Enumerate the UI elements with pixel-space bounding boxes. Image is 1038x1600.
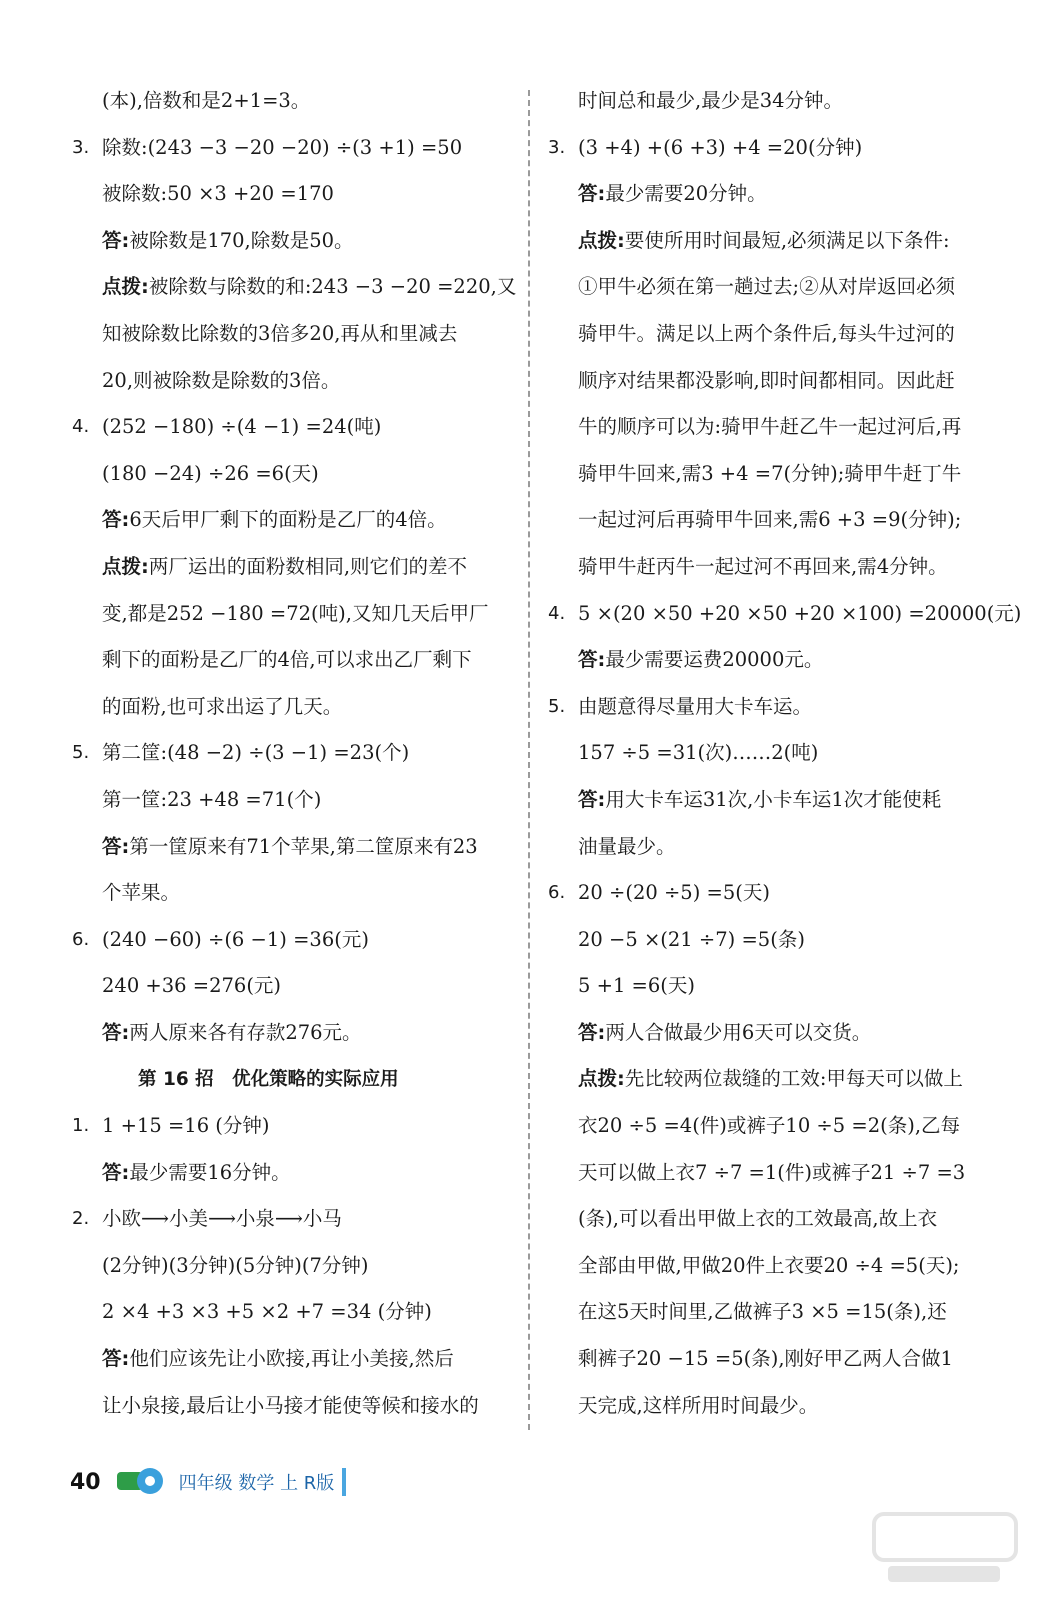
text-line [548,1243,993,1290]
line-content [102,451,319,498]
column-divider [528,90,530,1430]
brand-logo-icon [115,1466,173,1498]
line-content [578,311,955,358]
text-line [548,730,993,777]
line-content [102,1010,362,1057]
text-line [72,264,517,311]
problem-number: 2. [72,1208,90,1230]
line-content [102,730,409,777]
line-text: 157 ÷5 =31(次)……2(吨) [578,741,819,765]
text-line [548,1383,993,1430]
line-content [102,78,310,125]
line-content [578,78,843,125]
line-text: 最少需要运费20000元。 [605,648,824,672]
line-text: (240 −60) ÷(6 −1) =36(元) [102,927,369,951]
text-line [72,684,512,731]
section-heading-text: 第 16 招 优化策略的实际应用 [138,1069,399,1091]
text-line [72,1150,512,1197]
text-line [72,591,512,638]
line-content [102,171,334,218]
answer-label: 答: [578,182,606,206]
text-line [72,777,512,824]
problem-number: 1. [72,1115,90,1137]
line-text: 5 ×(20 ×50 +20 ×50 +20 ×100) =20000(元) [578,601,1022,625]
line-text: 1 +15 =16 (分钟) [102,1114,270,1138]
text-line [72,963,512,1010]
line-content [102,264,516,311]
page-footer [70,1462,346,1502]
line-text: 天完成,这样所用时间最少。 [578,1393,819,1417]
line-content [578,963,695,1010]
line-content [102,1383,479,1430]
line-content [578,171,767,218]
text-line [72,358,512,405]
text-line [72,171,512,218]
text-line [548,1150,993,1197]
answer-label: 点拨: [102,554,149,578]
line-text: 两人合做最少用6天可以交货。 [605,1020,872,1044]
answer-label: 答: [102,228,130,252]
text-line [72,451,512,498]
line-content [578,1243,960,1290]
line-text: 剩裤子20 −15 =5(条),刚好甲乙两人合做1 [578,1347,953,1371]
line-text: 20 ÷(20 ÷5) =5(天) [578,881,770,905]
line-content [578,1103,960,1150]
line-content [102,218,354,265]
text-line [548,824,993,871]
line-text: 天可以做上衣7 ÷7 =1(件)或裤子21 ÷7 =3 [578,1160,966,1184]
line-content [102,684,342,731]
text-line [548,684,993,731]
answer-label: 答: [102,1160,130,1184]
problem-number: 3. [72,136,90,158]
line-content [102,1336,454,1383]
line-text: 时间总和最少,最少是34分钟。 [578,89,844,112]
line-text: ①甲牛必须在第一趟过去;②从对岸返回必须 [578,275,956,299]
section-heading [72,1056,512,1103]
line-text: 知被除数比除数的3倍多20,再从和里减去 [102,321,458,345]
text-line [72,637,512,684]
line-text: 被除数是170,除数是50。 [129,228,354,252]
page-number: 40 [70,1469,101,1495]
line-content [578,730,818,777]
text-line [548,870,993,917]
text-line [548,358,993,405]
text-line [72,870,512,917]
line-content [578,1056,963,1103]
line-content [102,1103,270,1150]
text-line [72,1103,512,1150]
line-text: 除数:(243 −3 −20 −20) ÷(3 +1) =50 [102,135,463,159]
line-content [102,917,369,964]
text-line [72,1289,512,1336]
line-text: 2 ×4 +3 ×3 +5 ×2 +7 =34 (分钟) [102,1300,432,1324]
answer-label: 答: [102,1020,130,1044]
answer-label: 点拨: [578,228,625,252]
line-text: 6天后甲厂剩下的面粉是乙厂的4倍。 [129,508,447,532]
line-text: 两人原来各有存款276元。 [129,1020,362,1044]
line-text: (180 −24) ÷26 =6(天) [102,461,319,485]
answer-label: 答: [578,648,606,672]
line-text: 牛的顺序可以为:骑甲牛赶乙牛一起过河后,再 [578,415,962,439]
line-content [102,1243,369,1290]
text-line [548,264,993,311]
line-text: 要使所用时间最短,必须满足以下条件: [624,228,950,252]
line-text: 全部由甲做,甲做20件上衣要20 ÷4 =5(天); [578,1253,960,1277]
text-line [72,1336,512,1383]
text-line [72,1196,512,1243]
line-text: (252 −180) ÷(4 −1) =24(吨) [102,415,382,439]
grade-subject-label: 四年级 数学 上 R版 [178,1473,335,1494]
problem-number: 5. [72,742,90,764]
left-column [72,78,517,1429]
text-line [548,544,993,591]
line-content [102,544,467,591]
line-text: 第一筐原来有71个苹果,第二筐原来有23 [129,834,478,858]
text-line [548,1103,993,1150]
line-content [102,824,478,871]
line-text: 剩下的面粉是乙厂的4倍,可以求出乙厂剩下 [102,648,472,672]
text-line [72,1010,512,1057]
line-text: 20,则被除数是除数的3倍。 [102,368,341,392]
line-content [578,777,941,824]
line-text: 第二筐:(48 −2) ÷(3 −1) =23(个) [102,741,410,765]
text-line [548,218,993,265]
text-line [548,78,993,125]
text-line [548,1289,993,1336]
line-text: (条),可以看出甲做上衣的工效最高,故上衣 [578,1207,938,1231]
problem-number: 5. [548,695,566,717]
line-text: 顺序对结果都没影响,即时间都相同。因此赶 [578,368,955,392]
line-text: 让小泉接,最后让小马接才能使等候和接水的 [102,1393,479,1417]
answer-label: 答: [578,787,606,811]
text-line [72,1243,512,1290]
text-line [548,451,993,498]
line-text: 用大卡车运31次,小卡车运1次才能使耗 [605,787,942,811]
line-text: 由题意得尽量用大卡车运。 [578,694,813,718]
line-text: 20 −5 ×(21 ÷7) =5(条) [578,927,805,951]
line-text: (2分钟)(3分钟)(5分钟)(7分钟) [102,1253,369,1277]
line-text: 骑甲牛回来,需3 +4 =7(分钟);骑甲牛赶丁牛 [578,461,962,485]
line-content [102,125,462,172]
line-content [102,1196,342,1243]
line-content [578,1383,818,1430]
line-text: 两厂运出的面粉数相同,则它们的差不 [148,554,468,578]
line-content [102,637,472,684]
answer-label: 点拨: [102,275,149,299]
line-text: 小欧⟶小美⟶小泉⟶小马 [102,1207,342,1231]
right-column [548,78,1022,1429]
text-line [72,917,512,964]
answer-label: 答: [578,1020,606,1044]
line-content [578,684,812,731]
line-text: 衣20 ÷5 =4(件)或裤子10 ÷5 =2(条),乙每 [578,1114,961,1138]
problem-number: 4. [548,602,566,624]
text-line [72,544,512,591]
line-content [102,497,447,544]
text-line [72,218,512,265]
text-line [548,125,993,172]
line-text: 个苹果。 [102,881,181,905]
line-text: 变,都是252 −180 =72(吨),又知几天后甲厂 [102,601,489,625]
line-content [102,358,340,405]
text-line [72,497,512,544]
line-content [578,544,948,591]
line-content [578,264,955,311]
line-content [578,824,676,871]
line-text: 第一筐:23 +48 =71(个) [102,787,322,811]
line-content [578,1010,871,1057]
line-content [578,125,862,172]
line-text: 他们应该先让小欧接,再让小美接,然后 [129,1347,454,1371]
line-content [578,870,770,917]
line-text: (3 +4) +(6 +3) +4 =20(分钟) [578,135,863,159]
line-text: 5 +1 =6(天) [578,974,696,998]
line-content [102,777,321,824]
line-content [578,591,1021,638]
text-line [72,404,512,451]
line-content [578,218,950,265]
line-content [578,1289,947,1336]
line-content [102,404,381,451]
line-content [578,451,961,498]
line-text: 的面粉,也可求出运了几天。 [102,694,343,718]
answer-label: 答: [102,508,130,532]
line-text: 骑甲牛。满足以上两个条件后,每头牛过河的 [578,321,955,345]
answer-label: 答: [102,1347,130,1371]
line-content [578,1336,953,1383]
text-line [72,1383,512,1430]
line-text: 240 +36 =276(元) [102,974,282,998]
line-text: 被除数:50 ×3 +20 =170 [102,182,334,206]
footer-accent-bar [342,1468,346,1496]
text-line [548,1056,993,1103]
line-content [102,1289,432,1336]
line-text: 在这5天时间里,乙做裤子3 ×5 =15(条),还 [578,1300,947,1324]
text-line [548,591,1022,638]
text-line [548,917,993,964]
text-line [72,824,512,871]
line-text: 先比较两位裁缝的工效:甲每天可以做上 [624,1067,963,1091]
line-content [578,404,961,451]
answer-label: 答: [102,834,130,858]
text-line [548,637,993,684]
line-content [578,1150,965,1197]
problem-number: 3. [548,136,566,158]
problem-number: 6. [548,882,566,904]
line-content [102,963,281,1010]
watermark-logo-icon [870,1508,1020,1588]
line-content [578,637,823,684]
line-content [102,311,457,358]
line-content [578,358,955,405]
text-line [548,1196,993,1243]
text-line [548,1010,993,1057]
text-line [548,404,993,451]
text-line [548,311,993,358]
line-content [102,591,488,638]
text-line [72,78,512,125]
line-text: 一起过河后再骑甲牛回来,需6 +3 =9(分钟); [578,508,962,532]
line-text: 最少需要20分钟。 [605,182,767,206]
problem-number: 6. [72,928,90,950]
text-line [72,730,512,777]
line-text: (本),倍数和是2+1=3。 [102,89,311,112]
text-line [548,963,993,1010]
problem-number: 4. [72,416,90,438]
line-text: 骑甲牛赶丙牛一起过河不再回来,需4分钟。 [578,554,948,578]
line-text: 被除数与除数的和:243 −3 −20 =220,又 [148,275,517,299]
text-line [548,777,993,824]
line-text: 最少需要16分钟。 [129,1160,291,1184]
text-line [548,497,993,544]
text-line [548,171,993,218]
line-text: 油量最少。 [578,834,676,858]
line-content [102,1150,291,1197]
text-line [72,311,512,358]
line-content [578,497,961,544]
line-content [578,917,805,964]
line-content [102,870,180,917]
line-content [578,1196,937,1243]
text-line [72,125,512,172]
text-line [548,1336,993,1383]
answer-label: 点拨: [578,1067,625,1091]
